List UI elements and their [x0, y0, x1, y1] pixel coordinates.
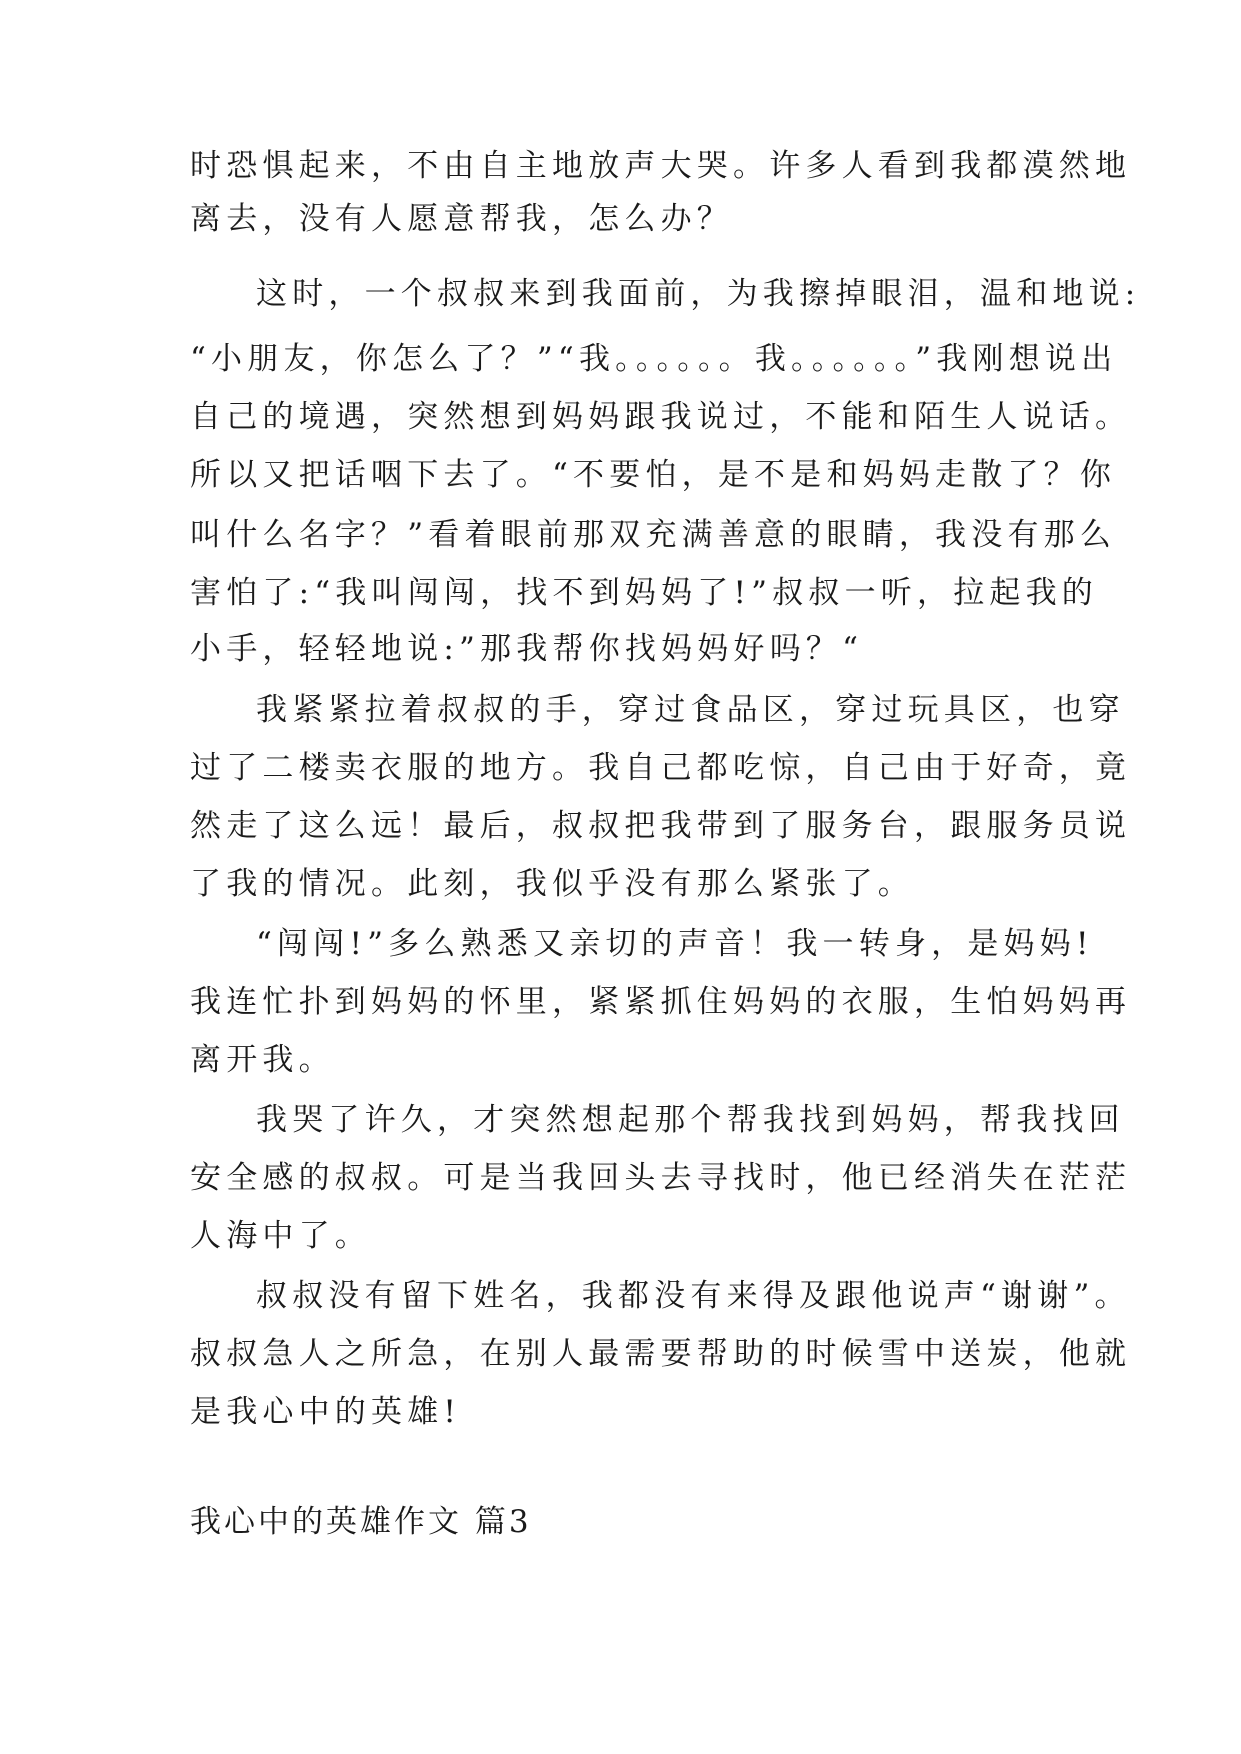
- paragraph-line: 时恐惧起来，不由自主地放声大哭。许多人看到我都漠然地: [190, 148, 1132, 184]
- paragraph-line: 叔叔急人之所急，在别人最需要帮助的时候雪中送炭，他就: [190, 1336, 1132, 1372]
- paragraph-line: 安全感的叔叔。可是当我回头去寻找时，他已经消失在茫茫: [190, 1160, 1132, 1196]
- paragraph-line: 我哭了许久，才突然想起那个帮我找到妈妈，帮我找回: [256, 1102, 1125, 1138]
- paragraph-line: “闯闯!”多么熟悉又亲切的声音！我一转身，是妈妈!: [256, 926, 1094, 962]
- paragraph-line: 小手，轻轻地说:”那我帮你找妈妈好吗？“: [190, 631, 864, 667]
- paragraph-line: 离去，没有人愿意帮我，怎么办？: [190, 201, 733, 237]
- paragraph-line: 害怕了:“我叫闯闯，找不到妈妈了!”叔叔一听，拉起我的: [190, 575, 1098, 611]
- paragraph-line: 叫什么名字？”看着眼前那双充满善意的眼睛，我没有那么: [190, 517, 1117, 553]
- section-heading: 我心中的英雄作文 篇3: [190, 1504, 532, 1540]
- paragraph-line: 人海中了。: [190, 1218, 371, 1254]
- paragraph-line: 离开我。: [190, 1042, 335, 1078]
- paragraph-line: 叔叔没有留下姓名，我都没有来得及跟他说声“谢谢”。: [256, 1278, 1131, 1314]
- paragraph-line: 我连忙扑到妈妈的怀里，紧紧抓住妈妈的衣服，生怕妈妈再: [190, 984, 1132, 1020]
- paragraph-line: 自己的境遇，突然想到妈妈跟我说过，不能和陌生人说话。: [190, 399, 1132, 435]
- paragraph-line: 然走了这么远！最后，叔叔把我带到了服务台，跟服务员说: [190, 808, 1132, 844]
- paragraph-line: 我紧紧拉着叔叔的手，穿过食品区，穿过玩具区，也穿: [256, 692, 1125, 728]
- paragraph-line: 了我的情况。此刻，我似乎没有那么紧张了。: [190, 866, 914, 902]
- paragraph-line: 是我心中的英雄!: [190, 1394, 462, 1430]
- paragraph-line: 所以又把话咽下去了。“不要怕，是不是和妈妈走散了？你: [190, 457, 1117, 493]
- paragraph-line: 这时，一个叔叔来到我面前，为我擦掉眼泪，温和地说:: [256, 276, 1141, 312]
- paragraph-line: “小朋友，你怎么了？”“我。。。。。。我。。。。。。”我刚想说出: [190, 341, 1118, 377]
- paragraph-line: 过了二楼卖衣服的地方。我自己都吃惊，自己由于好奇，竟: [190, 750, 1132, 786]
